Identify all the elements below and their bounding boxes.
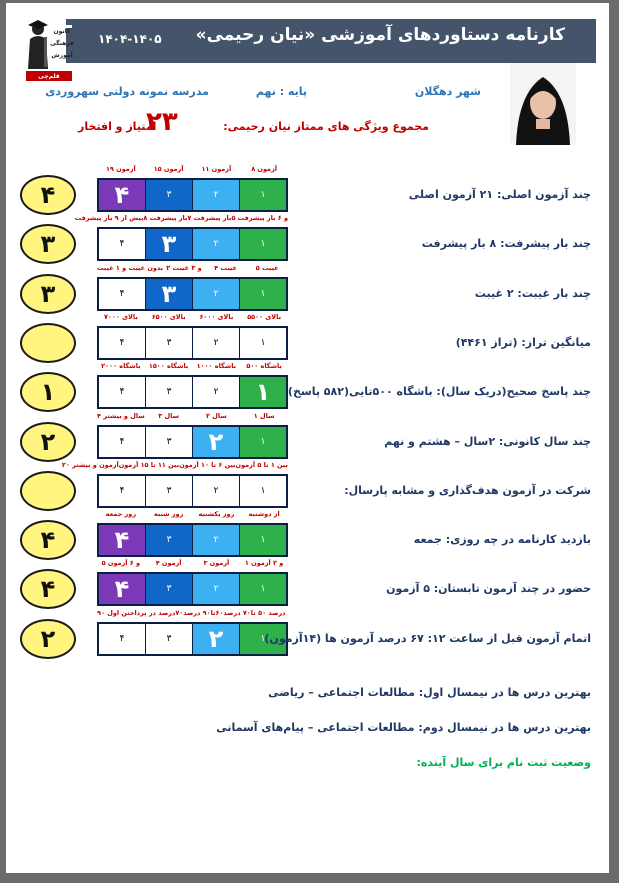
row-7-level-labels: [61, 460, 288, 473]
level-cell: ۲: [192, 525, 239, 555]
level-label: ۷۰تا۹۰ درصد: [175, 608, 216, 617]
level-label: بین ۱۱ تا ۱۵ آزمون: [118, 460, 180, 469]
level-cell: ۱: [239, 574, 286, 604]
level-label: ۸ بار پیشرفت: [143, 214, 188, 223]
level-cell: ۱: [239, 427, 286, 457]
level-label: ۱۱ آزمون: [201, 165, 232, 173]
school-label: مدرسه نمونه دولتی سهروردی: [45, 85, 209, 98]
row-6-level-labels: [97, 412, 288, 424]
level-label: ۵ غیبت: [255, 263, 279, 272]
row-3-score-badge: ۳: [20, 274, 76, 314]
row-5-question: چند پاسخ صحیح(دریک سال): باشگاه ۵۰۰تایی(۵۸۲ پاسخ): [287, 385, 591, 399]
level-cell: ۳: [145, 229, 192, 259]
row-8-question: بازدید کارنامه در چه روزی: جمعه: [413, 533, 591, 547]
level-label: باشگاه ۱۵۰۰: [148, 362, 189, 371]
level-label: بین ۶ تا ۱۰ آزمون: [179, 460, 236, 469]
row-1-question: چند آزمون اصلی: ۲۱ آزمون اصلی: [408, 188, 591, 201]
level-cell: ۴: [119, 436, 125, 447]
level-label: ۸ آزمون: [251, 165, 278, 173]
row-8-level-labels: [97, 510, 288, 522]
page-title: کارنامه دستاوردهای آموزشی «نیان رحیمی»: [195, 25, 565, 45]
level-label: ۵ و ۶ بار پیشرفت: [231, 214, 288, 223]
row-4-level-grid: [97, 326, 288, 360]
level-label: باشگاه ۲۰۰۰: [101, 362, 141, 371]
row-7-score-badge: [20, 471, 76, 511]
level-label: ۴ غیبت: [214, 263, 237, 272]
row-9-level-grid: [97, 572, 288, 606]
level-cell: ۲: [192, 574, 239, 604]
row-5-score-badge: ۱: [20, 372, 76, 412]
row-3-question: چند بار غیبت: ۲ غیبت: [474, 286, 591, 300]
level-label: روز شنبه: [153, 510, 184, 519]
level-cell: ۲: [192, 624, 239, 654]
level-cell: ۳: [145, 180, 192, 210]
row-4-question: میانگین تراز: (تراز ۴۴۶۱): [455, 335, 591, 349]
row-10-score-badge: ۲: [20, 619, 76, 659]
level-cell: ۳: [145, 574, 192, 604]
level-label: ۵۰ درصد: [258, 608, 286, 617]
row-2-level-grid: [97, 227, 288, 261]
level-label: ۲۰ آزمون و بیشتر: [61, 460, 119, 469]
level-label: ۴ آزمون: [155, 559, 182, 568]
row-9-score-badge: ۴: [20, 569, 76, 609]
logo-line-1: کانون: [53, 28, 71, 35]
row-7-level-grid: [97, 474, 288, 508]
level-label: ۱ و ۲ آزمون: [244, 559, 284, 568]
row-2-question: چند بار پیشرفت: ۸ بار پیشرفت: [421, 237, 591, 251]
row-4-score-badge: [20, 323, 76, 363]
row-10-question: اتمام آزمون قبل از ساعت ۱۲: ۶۷ درصد آزمون ها (۱۴آزمون): [264, 631, 591, 645]
row-6-level-grid: [97, 425, 288, 459]
level-cell: ۳: [145, 427, 192, 457]
level-cell: ۱: [239, 476, 286, 506]
row-1-score-badge: ۴: [20, 175, 76, 215]
level-cell: ۴: [119, 288, 125, 299]
level-label: بین ۱ تا ۵ آزمون: [235, 460, 288, 469]
level-label: بیش از ۹ بار پیشرفت: [74, 214, 144, 223]
level-label: ۶۰تا۷۰ درصد: [215, 608, 256, 617]
level-label: ۱۹ آزمون: [105, 165, 136, 173]
level-cell: ۱: [239, 525, 286, 555]
level-cell: ۳: [145, 377, 192, 407]
row-6-score-badge: ۲: [20, 422, 76, 462]
row-7-question: شرکت در آزمون هدف‌گذاری و مشابه پارسال:: [344, 483, 591, 497]
level-cell: ۱: [239, 377, 286, 407]
row-1-level-labels: [97, 165, 288, 177]
level-cell: ۲: [192, 476, 239, 506]
level-cell: ۱: [239, 624, 286, 654]
level-label: ۳ آزمون: [203, 559, 230, 568]
level-label: بالای ۶۵۰۰: [151, 312, 186, 321]
level-cell: ۴: [119, 633, 125, 644]
logo-line-2: فرهنگی: [50, 40, 74, 47]
level-cell: ۴: [99, 180, 145, 210]
student-photo: [510, 63, 576, 145]
row-3-level-grid: [97, 277, 288, 311]
level-cell: ۱: [239, 180, 286, 210]
level-label: باشگاه ۱۰۰۰: [196, 362, 237, 371]
level-label: ۲ و ۳ غیبت: [166, 263, 202, 272]
row-3-level-labels: [97, 264, 288, 276]
academic-years: ۱۴۰۴-۱۴۰۵: [98, 32, 162, 46]
level-cell: ۳: [145, 328, 192, 358]
level-cell: ۴: [119, 337, 125, 348]
level-cell: ۱: [239, 328, 286, 358]
level-cell: ۳: [145, 525, 192, 555]
level-cell: ۳: [145, 624, 192, 654]
row-10-level-labels: [97, 609, 288, 621]
logo-line-4: قلم‌چی: [38, 73, 60, 80]
level-label: بالای ۷۰۰۰: [103, 312, 138, 321]
registration-status: وضعیت ثبت نام برای سال آینده:: [416, 756, 591, 769]
grade-label: پایه : نهم: [255, 85, 307, 98]
total-value: ۲۳: [146, 107, 178, 137]
row-2-score-badge: ۳: [20, 224, 76, 264]
logo-line-3: آموزش: [51, 52, 73, 59]
level-label: روز یکشنبه: [198, 510, 235, 519]
level-label: ۱ سال: [253, 411, 275, 420]
kanoon-logo: [26, 17, 72, 81]
total-label: مجموع ویژگی های ممتاز نیان رحیمی:: [223, 120, 429, 133]
level-cell: ۲: [192, 328, 239, 358]
level-label: باشگاه ۵۰۰: [246, 362, 282, 371]
row-8-level-grid: [97, 523, 288, 557]
level-cell: ۲: [192, 229, 239, 259]
best-subjects-term-1: بهترین درس ها در نیمسال اول: مطالعات اجتماعی – ریاضی: [268, 686, 591, 699]
level-label: از دوشنبه: [248, 510, 280, 519]
report-page: [6, 3, 609, 873]
row-6-question: چند سال کانونی: ۲سال – هشتم و نهم: [384, 434, 591, 448]
level-label: روز جمعه: [105, 510, 137, 519]
level-label: ۱۵ آزمون: [153, 165, 184, 173]
level-cell: ۲: [192, 279, 239, 309]
level-label: بدون غیبت و ۱ غیبت: [97, 263, 164, 272]
level-cell: ۳: [145, 476, 192, 506]
level-label: بالای ۶۰۰۰: [199, 312, 234, 321]
best-subjects-term-2: بهترین درس ها در نیمسال دوم: مطالعات اجتماعی – پیام‌های آسمانی: [216, 721, 591, 734]
level-label: ۲ سال: [206, 411, 227, 420]
level-label: بالای ۵۵۰۰: [247, 312, 282, 321]
level-cell: ۴: [99, 574, 145, 604]
row-5-level-labels: [97, 362, 288, 374]
total-unit: امتیاز و افتخار: [78, 120, 157, 133]
row-1-level-grid: [97, 178, 288, 212]
row-5-level-grid: [97, 375, 288, 409]
level-label: ۷ بار پیشرفت: [187, 214, 232, 223]
level-label: ۳ سال: [158, 411, 179, 420]
level-cell: ۴: [119, 387, 125, 398]
level-cell: ۱: [239, 229, 286, 259]
row-2-level-labels: [74, 214, 288, 226]
level-cell: ۳: [145, 279, 192, 309]
row-9-question: حضور در چند آزمون تابستان: ۵ آزمون: [386, 582, 591, 596]
level-cell: ۲: [192, 377, 239, 407]
level-label: ۵ و ۶ آزمون: [101, 559, 141, 568]
city-label: شهر دهگلان: [414, 85, 481, 98]
level-label: ۹۰ درصد در پرداختن اول: [97, 608, 176, 617]
level-cell: ۴: [119, 485, 125, 496]
row-4-level-labels: [97, 313, 288, 325]
level-cell: ۴: [99, 525, 145, 555]
level-cell: ۱: [239, 279, 286, 309]
row-8-score-badge: ۴: [20, 520, 76, 560]
level-cell: ۲: [192, 427, 239, 457]
row-9-level-labels: [97, 559, 288, 571]
level-label: ۴ سال و بیشتر: [97, 411, 145, 420]
level-cell: ۴: [119, 239, 125, 250]
level-cell: ۲: [192, 180, 239, 210]
row-10-level-grid: [97, 622, 288, 656]
